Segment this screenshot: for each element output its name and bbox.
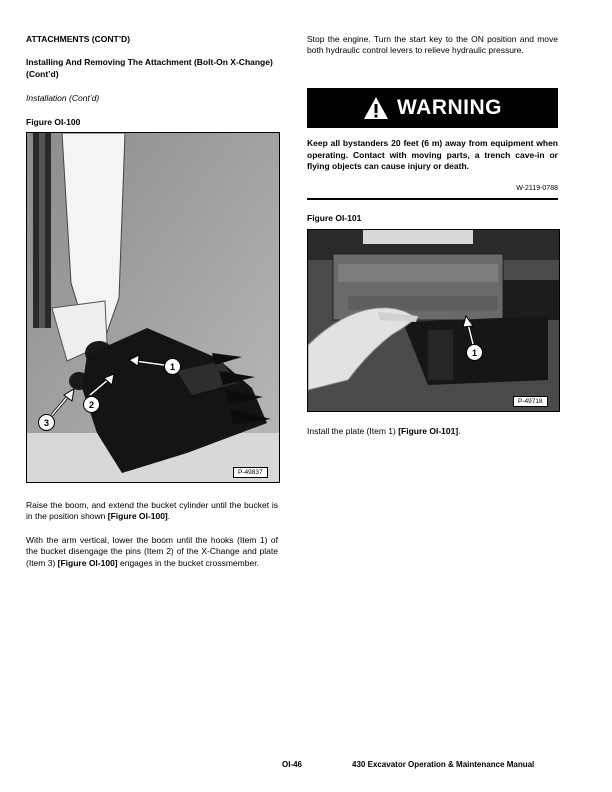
paragraph-arm-vertical [26,535,278,569]
figure-101 [307,229,560,412]
paragraph-install-plate [307,426,558,437]
subheading: Installation (Cont’d) [26,93,100,103]
paragraph-install-plate-text: Install the plate (Item 1) [307,426,396,436]
figure-101-caption: Figure OI-101 [307,213,362,223]
callout-1: 1 [466,344,483,361]
subsection-title: Installing And Removing The Attachment (Bolt-On X-Change) (Cont’d) [26,57,273,79]
figure-101-reference: [Figure OI-101] [398,426,459,436]
callout-2: 2 [83,396,100,413]
paragraph-arm-vertical-end: engages in the bucket crossmember. [117,557,259,568]
manual-title: 430 Excavator Operation & Maintenance Manual [352,760,535,769]
warning-text: Keep all bystanders 20 feet (6 m) away from equipment when operating. Contact with moving parts, a trench cave-in or flying objects can cause injury or death. [307,138,558,171]
paragraph-raise-boom-text: Raise the boom, and extend the bucket cylinder until the bucket is in the position shown [26,500,278,522]
paragraph-raise-boom-end: . [167,511,171,522]
paragraph-raise-boom [26,500,278,523]
callout-1: 1 [164,358,181,375]
warning-divider [307,198,558,200]
figure-100-reference: [Figure OI-100] [107,511,168,522]
figure-101-photo-id: P-49718 [513,396,548,407]
figure-100-reference: [Figure OI-100] [57,557,118,568]
figure-100-photo [27,133,279,482]
paragraph-arm-vertical-text: With the arm vertical, lower the boom until the hooks (Item 1) of the bucket disengage the pins (Item 2) of the X-Change and plate (Item 3) [26,535,278,568]
figure-100 [26,132,280,483]
section-title: ATTACHMENTS (CONT’D) [26,34,131,44]
page-number: OI-46 [282,760,303,769]
figure-100-caption: Figure OI-100 [26,117,81,127]
warning-triangle-icon [363,96,389,120]
warning-code: W-2119-0788 [516,185,558,192]
figure-100-photo-id: P-49837 [233,467,268,478]
warning-title: WARNING [397,96,502,119]
callout-3: 3 [38,414,55,431]
figure-101-photo [308,230,559,411]
paragraph-install-plate-end: . [458,426,461,436]
paragraph-stop-engine: Stop the engine. Turn the start key to the ON position and move both hydraulic control levers to relieve hydraulic pressure. [307,34,558,56]
warning-banner [307,88,558,128]
